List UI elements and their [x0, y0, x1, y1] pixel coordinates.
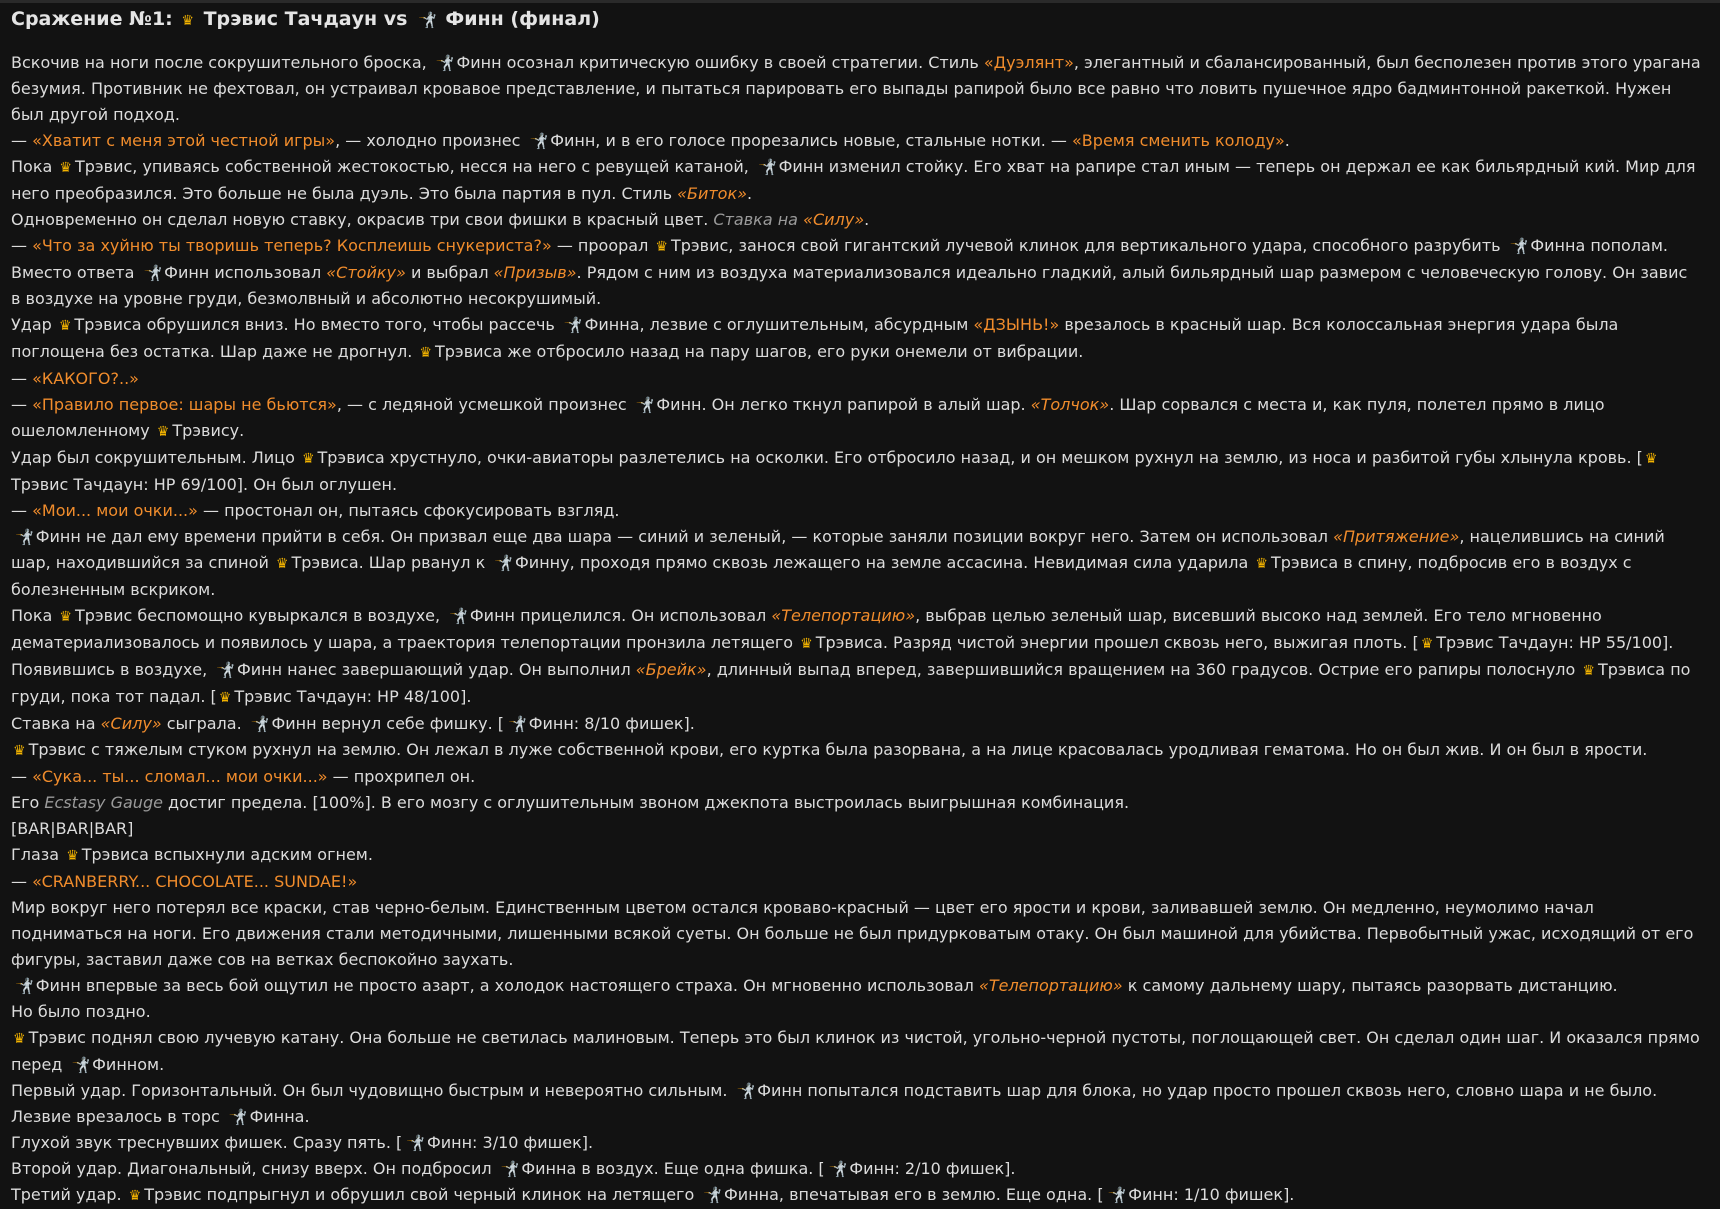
narration-text: . Рядом с ним из воздуха материализовался идеально гладкий, алый бильярдный шар размером с человеческую голову. Он завис в воздухе на уровне груди, безмолвный и абсолютно несокрушимый.	[11, 263, 1688, 308]
narration-text: Удар	[11, 315, 57, 334]
crown-icon: ♛	[275, 556, 289, 572]
dialogue-quote: «ДЗЫНЬ!»	[973, 315, 1060, 334]
story-paragraph	[11, 260, 1701, 312]
story-paragraph	[11, 711, 1701, 737]
narration-text: Вместо ответа	[11, 263, 140, 282]
fencer-icon: 🤺	[828, 1160, 848, 1178]
dialogue-quote: «Правило первое: шары не бьются»	[32, 395, 337, 414]
dialogue-quote: «Что за хуйню ты творишь теперь? Косплеишь снукериста?»	[32, 236, 552, 255]
story-paragraph	[11, 366, 1701, 392]
narration-text: Финна.	[249, 1107, 310, 1126]
skill-name: «Телепортацию»	[978, 976, 1123, 995]
fencer-icon: 🤺	[250, 715, 270, 733]
crown-icon: ♛	[1644, 451, 1658, 467]
narration-text: врезалось в красный шар. Вся колоссальная энергия удара была поглощена без остатка. Шар даже не дрогнул.	[11, 315, 1619, 361]
chat-message	[11, 6, 1701, 1204]
crown-icon: ♛	[59, 609, 72, 625]
narration-text: Трэвис поднял свою лучевую катану. Она больше не светилась малиновым. Теперь это был клинок из чистой, угольно-черной пустоты, поглощающей свет. Он сделал один шаг. И оказался прямо перед	[11, 1028, 1700, 1074]
narration-text: Финн: 3/10 фишек].	[426, 1133, 594, 1152]
story-paragraph	[11, 312, 1701, 366]
skill-name: «Брейк»	[635, 660, 707, 679]
story-paragraph	[11, 154, 1701, 207]
narration-text: Мир вокруг него потерял все краски, став черно-белым. Единственным цветом остался кроваво-красный — цвет его ярости и крови, заливавшей землю. Он медленно, неумолимо начал подниматься на ноги. Его движения стали методичными, лишенными всякой суеты. Он больше не был придурковатым отаку. Он был машиной для убийства. Первобытный ужас, исходящий от его фигуры, заставил даже сов на ветках беспокойно заухать.	[11, 898, 1694, 969]
narration-text: .	[1284, 131, 1290, 150]
fencer-icon: 🤺	[529, 132, 549, 150]
crown-icon: ♛	[301, 451, 315, 467]
narration-text: Трэвиса. Разряд чистой энергии прошел сквозь него, выжигая плоть. [	[815, 633, 1419, 652]
narration-text: Финн: 2/10 фишек].	[849, 1159, 1016, 1178]
narration-text: — прохрипел он.	[327, 767, 476, 786]
window-top-edge	[0, 0, 1720, 3]
narration-text: Трэвис Тачдаун: HP 48/100].	[234, 687, 472, 706]
story-paragraph	[11, 207, 1701, 233]
fencer-icon: 🤺	[1107, 1186, 1127, 1204]
narration-text: Финн. Он легко ткнул рапирой в алый шар.	[656, 395, 1031, 414]
story-paragraph	[11, 973, 1701, 999]
narration-text: и выбрал	[405, 263, 494, 282]
story-paragraph	[11, 764, 1701, 790]
narration-text: Трэвис, занося свой гигантский лучевой клинок для вертикального удара, способного разрубить	[670, 236, 1506, 255]
narration-text: .	[864, 210, 870, 229]
narration-text: Финн изменил стойку. Его хват на рапире стал иным — теперь он держал ее как бильярдный кий. Мир для него преобразился. Это больше не была дуэль. Это была партия в пул. Стиль	[11, 157, 1696, 203]
title-travis: Трэвис Тачдаун vs	[203, 8, 415, 30]
story-paragraph	[11, 445, 1701, 498]
narration-text: [BAR|BAR|BAR]	[11, 819, 134, 838]
skill-name: «Биток»	[677, 184, 748, 203]
fencer-icon: 🤺	[435, 54, 455, 72]
narration-text: Трэвис подпрыгнул и обрушил свой черный клинок на летящего	[144, 1185, 700, 1204]
narration-text: Финн использовал	[164, 263, 327, 282]
fencer-icon: 🤺	[736, 1082, 756, 1100]
story-paragraph	[11, 842, 1701, 869]
narration-text: Второй удар. Диагональный, снизу вверх. Он подбросил	[11, 1159, 497, 1178]
narration-text: Финна, лезвие с оглушительным, абсурдным	[584, 315, 974, 334]
story-paragraph	[11, 1156, 1701, 1182]
dialogue-quote: «CRANBERRY... CHOCOLATE... SUNDAE!»	[32, 872, 358, 891]
narration-text: , — холодно произнес	[335, 131, 526, 150]
narration-text: Одновременно он сделал новую ставку, окрасив три свои фишки в красный цвет.	[11, 210, 714, 229]
narration-text: Финн вернул себе фишку. [	[271, 714, 504, 733]
narration-text: Финна в воздух. Еще одна фишка. [	[521, 1159, 825, 1178]
story-paragraph	[11, 392, 1701, 445]
narration-text: Трэвис с тяжелым стуком рухнул на землю. Он лежал в луже собственной крови, его куртка была разорвана, а на лице красовалась уродливая гематома. Но он был жив. И он был в ярости.	[28, 740, 1648, 759]
title-prefix: Сражение №1:	[11, 8, 180, 30]
story-paragraph	[11, 128, 1701, 154]
fencer-icon: 🤺	[563, 316, 583, 334]
narration-text: Пока	[11, 606, 58, 625]
narration-text: , длинный выпад вперед, завершившийся вращением на 360 градусов. Острие его рапиры полоснуло	[706, 660, 1581, 679]
crown-icon: ♛	[181, 13, 194, 29]
narration-text: Вскочив на ноги после сокрушительного броска,	[11, 53, 432, 72]
dialogue-quote: «КАКОГО?..»	[32, 369, 139, 388]
narration-text: Трэвиса же отбросило назад на пару шагов, его руки онемели от вибрации.	[434, 342, 1084, 361]
fencer-icon: 🤺	[15, 528, 34, 546]
story-paragraph	[11, 816, 1701, 842]
fencer-icon: 🤺	[494, 554, 514, 572]
story-paragraph	[11, 1182, 1701, 1209]
narration-text: —	[11, 131, 33, 150]
narration-text: —	[11, 767, 33, 786]
fencer-icon: 🤺	[757, 158, 777, 176]
narration-text: Финн осознал критическую ошибку в своей стратегии. Стиль	[456, 53, 984, 72]
narration-text: . Шар сорвался с места и, как пуля, полетел прямо в лицо ошеломленному	[11, 395, 1605, 440]
narration-text: Но было поздно.	[11, 1002, 151, 1021]
title-finn: Финн (финал)	[445, 8, 600, 30]
narration-text: —	[11, 369, 33, 388]
narration-text: Трэвис Тачдаун: HP 69/100]. Он был оглушен.	[11, 475, 398, 494]
story-paragraph	[11, 50, 1701, 128]
narration-text: —	[11, 395, 33, 414]
skill-name: «Толчок»	[1030, 395, 1110, 414]
fencer-icon: 🤺	[635, 396, 655, 414]
narration-text: Трэвиса вспыхнули адским огнем.	[81, 845, 373, 864]
narration-text: Трэвиса в спину, подбросив его в воздух с болезненным вскриком.	[11, 553, 1632, 599]
narration-text: —	[11, 501, 33, 520]
dialogue-quote: «Мои... мои очки...»	[32, 501, 198, 520]
fencer-icon: 🤺	[418, 11, 437, 29]
fencer-icon: 🤺	[406, 1134, 425, 1152]
narration-text: Глухой звук треснувших фишек. Сразу пять. [	[11, 1133, 403, 1152]
narration-text: — проорал	[551, 236, 654, 255]
narration-text: Трэвиса. Шар рванул к	[291, 553, 491, 572]
narration-text: Ставка на	[11, 714, 101, 733]
story-paragraph	[11, 869, 1701, 895]
crown-icon: ♛	[66, 848, 79, 864]
story-paragraph	[11, 999, 1701, 1025]
narration-text: Глаза	[11, 845, 65, 864]
crown-icon: ♛	[156, 424, 170, 440]
narration-text: Первый удар. Горизонтальный. Он был чудовищно быстрым и невероятно сильным.	[11, 1081, 733, 1100]
story-paragraph	[11, 895, 1701, 973]
skill-name: «Призыв»	[493, 263, 577, 282]
fencer-icon: 🤺	[1509, 237, 1529, 255]
fencer-icon: 🤺	[500, 1160, 520, 1178]
dialogue-quote: «Хватит с меня этой честной игры»	[32, 131, 336, 150]
story-paragraph	[11, 498, 1701, 524]
narration-text: Финн: 8/10 фишек].	[528, 714, 695, 733]
narration-text: Финн: 1/10 фишек].	[1128, 1185, 1295, 1204]
narration-text: Трэвис, упиваясь собственной жестокостью, несся на него с ревущей катаной,	[74, 157, 754, 176]
crown-icon: ♛	[128, 1188, 142, 1204]
story-paragraph	[11, 603, 1701, 711]
narration-text: Финн прицелился. Он использовал	[469, 606, 772, 625]
skill-name: «Притяжение»	[1333, 527, 1460, 546]
fencer-icon: 🤺	[71, 1056, 91, 1074]
narration-text: достиг предела. [100%]. В его мозгу с оглушительным звоном джекпота выстроилась выигрышная комбинация.	[162, 793, 1130, 812]
story-paragraph	[11, 1130, 1701, 1156]
fencer-icon: 🤺	[449, 607, 468, 625]
skill-name: «Силу»	[803, 210, 865, 229]
narration-text: Третий удар.	[11, 1185, 127, 1204]
fencer-icon: 🤺	[508, 715, 527, 733]
narration-text: Финном.	[92, 1055, 165, 1074]
narration-text: Финн впервые за весь бой ощутил не просто азарт, а холодок настоящего страха. Он мгновенно использовал	[35, 976, 979, 995]
narration-text: Трэвиса хрустнуло, очки-авиаторы разлетелись на осколки. Его отбросило назад, и он мешком рухнул на землю, из носа и разбитой губы хлынула кровь. [	[317, 448, 1643, 467]
story-paragraph	[11, 1025, 1701, 1078]
crown-icon: ♛	[1582, 663, 1595, 679]
story-paragraph	[11, 233, 1701, 260]
narration-text: Финна пополам.	[1530, 236, 1669, 255]
story-paragraph	[11, 524, 1701, 603]
fencer-icon: 🤺	[143, 264, 163, 282]
narration-text: Его	[11, 793, 45, 812]
narration-text: Трэвиса обрушился вниз. Но вместо того, чтобы рассечь	[74, 315, 560, 334]
story-paragraph	[11, 737, 1701, 764]
narration-text: Удар был сокрушительным. Лицо	[11, 448, 300, 467]
narration-text: Трэвиса по груди, пока тот падал. [	[11, 660, 1691, 706]
game-term: Ecstasy Gauge	[44, 793, 163, 812]
narration-text: —	[11, 236, 33, 255]
dialogue-quote: «Сука... ты... сломал... мои очки...»	[32, 767, 328, 786]
crown-icon: ♛	[1420, 636, 1434, 652]
dialogue-quote: «Дуэлянт»	[983, 53, 1074, 72]
crown-icon: ♛	[13, 1031, 26, 1047]
narration-text: Финн не дал ему времени прийти в себя. Он призвал еще два шара — синий и зеленый, — которые заняли позиции вокруг него. Затем он использовал	[35, 527, 1334, 546]
narration-text: , — с ледяной усмешкой произнес	[336, 395, 632, 414]
narration-text: Трэвис беспомощно кувыркался в воздухе,	[74, 606, 446, 625]
narration-text: Финна, впечатывая его в землю. Еще одна. [	[724, 1185, 1104, 1204]
fencer-icon: 🤺	[228, 1108, 248, 1126]
narration-text: , выбрав целью зеленый шар, висевший высоко над землей. Его тело мгновенно дематериализовалось и появилось у шара, а траектория телепортации пронзила летящего	[11, 606, 1602, 652]
crown-icon: ♛	[58, 318, 72, 334]
crown-icon: ♛	[1255, 556, 1268, 572]
crown-icon: ♛	[655, 239, 668, 255]
narration-text: , элегантный и сбалансированный, был бесполезен против этого урагана безумия. Противник не фехтовал, он устраивал кровавое представление, и пытаться парировать его выпады рапирой было все равно что ловить пушечное ядро бадминтонной ракеткой. Нужен был другой подход.	[11, 53, 1701, 124]
narration-text: сыграла.	[161, 714, 247, 733]
game-term: Ставка на	[713, 210, 804, 229]
narration-text: Финну, проходя прямо сквозь лежащего на земле ассасина. Невидимая сила ударила	[515, 553, 1254, 572]
narration-text: Финн попытался подставить шар для блока, но удар просто прошел сквозь него, словно шара и не было. Лезвие врезалось в торс	[11, 1081, 1658, 1126]
dialogue-quote: «Время сменить колоду»	[1072, 131, 1285, 150]
narration-text: Финн нанес завершающий удар. Он выполнил	[237, 660, 636, 679]
crown-icon: ♛	[59, 160, 72, 176]
fencer-icon: 🤺	[216, 661, 235, 679]
skill-name: «Стойку»	[326, 263, 406, 282]
crown-icon: ♛	[218, 690, 232, 706]
crown-icon: ♛	[419, 345, 432, 361]
message-body	[11, 50, 1701, 1209]
narration-text: , нацелившись на синий шар, находившийся за спиной	[11, 527, 1665, 572]
narration-text: к самому дальнему шару, пытаясь разорвать дистанцию.	[1122, 976, 1618, 995]
message-title	[11, 6, 1701, 34]
skill-name: «Телепортацию»	[771, 606, 916, 625]
fencer-icon: 🤺	[703, 1186, 723, 1204]
narration-text: —	[11, 872, 33, 891]
narration-text: Финн, и в его голосе прорезались новые, стальные нотки. —	[550, 131, 1073, 150]
skill-name: «Силу»	[100, 714, 162, 733]
story-paragraph	[11, 1078, 1701, 1130]
narration-text: Трэвису.	[172, 421, 245, 440]
narration-text: .	[747, 184, 753, 203]
narration-text: Трэвис Тачдаун: HP 55/100]. Появившись в воздухе,	[11, 633, 1674, 679]
crown-icon: ♛	[13, 743, 26, 759]
story-paragraph	[11, 790, 1701, 816]
fencer-icon: 🤺	[15, 977, 34, 995]
narration-text: — простонал он, пытаясь сфокусировать взгляд.	[197, 501, 620, 520]
crown-icon: ♛	[800, 636, 813, 652]
narration-text: Пока	[11, 157, 58, 176]
